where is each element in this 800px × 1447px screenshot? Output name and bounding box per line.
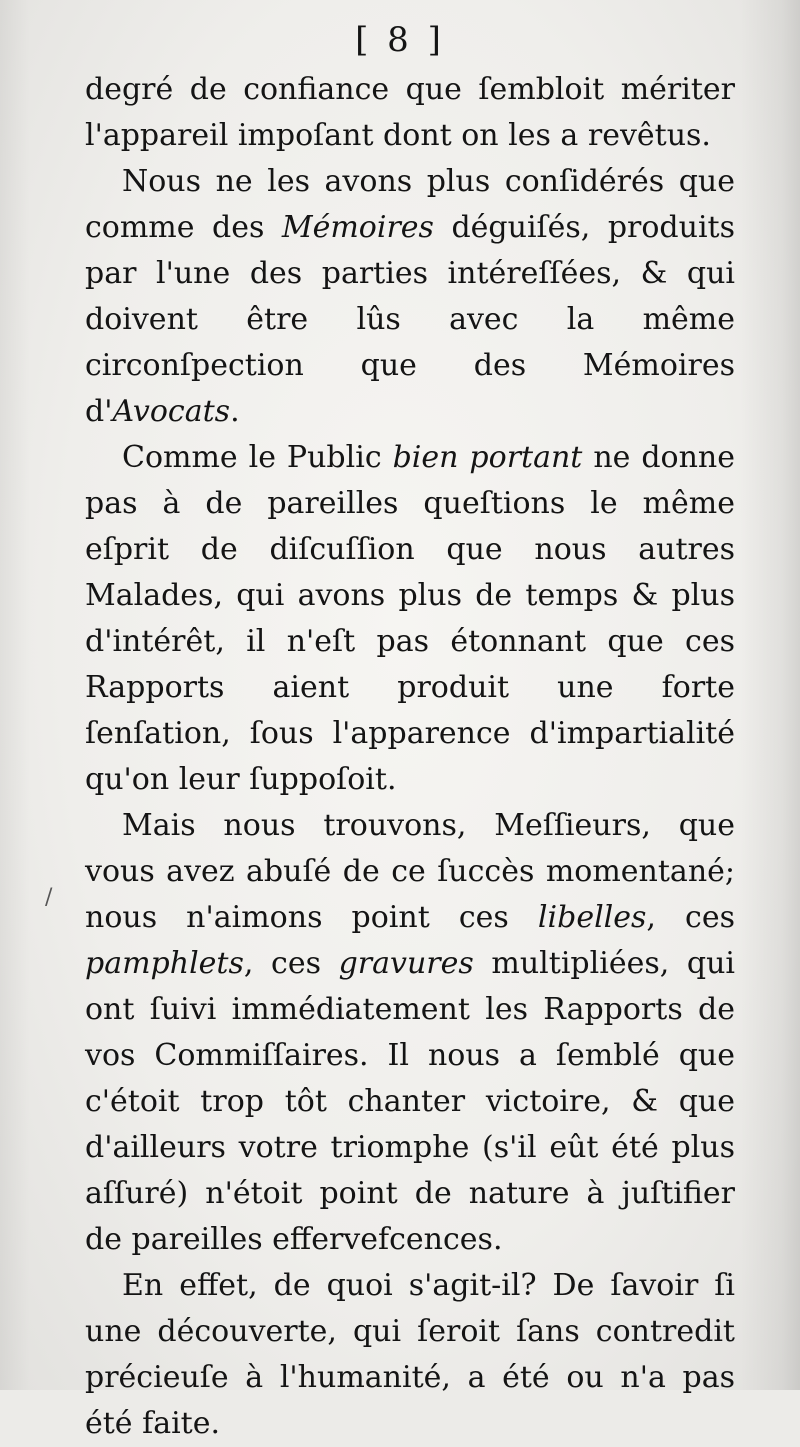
paragraph-4-sep-1: , ces	[646, 900, 735, 935]
italic-bien-portant: bien portant	[392, 440, 583, 475]
paragraph-4-text-cont: multipliées, qui ont ſuivi immédiatement les Rapports de vos Commiſſaires. Il nous a ſemblé que c'étoit trop tôt chanter victoire, & que d'ailleurs votre triomphe (s'il eût été plus aſſuré) n'étoit point de nature à juſtifier de pareilles effervefcences.	[85, 946, 735, 1257]
paragraph-4	[85, 803, 735, 1263]
italic-pamphlets: pamphlets	[85, 946, 244, 981]
margin-ink-mark: /	[45, 885, 53, 910]
body-text	[85, 67, 735, 1447]
paragraph-2	[85, 159, 735, 435]
paragraph-5-text: En effet, de quoi s'agit-il? De ſavoir ſi une découverte, qui ſeroit ſans contredit précieuſe à l'humanité, a été ou n'a pas été faite.	[85, 1268, 735, 1441]
paragraph-1	[85, 67, 735, 159]
paragraph-2-text-cont: déguiſés, produits par l'une des parties intéreſſées, & qui doivent être lûs avec la même circonſpection que des Mémoires d'	[85, 210, 735, 429]
page-gutter-shadow	[0, 0, 30, 1390]
page-number: [ 8 ]	[355, 20, 445, 60]
italic-libelles: libelles	[537, 900, 647, 935]
italic-avocats: Avocats	[112, 394, 231, 429]
paragraph-5	[85, 1263, 735, 1447]
page-edge-shadow	[740, 0, 800, 1390]
paragraph-3	[85, 435, 735, 803]
italic-gravures: gravures	[338, 946, 474, 981]
italic-memoires: Mémoires	[281, 210, 434, 245]
paragraph-1-text: degré de confiance que ſembloit mériter l'appareil impoſant dont on les a revêtus.	[85, 72, 735, 153]
paragraph-4-sep-2: , ces	[243, 946, 339, 981]
paragraph-3-text: Comme le Public	[122, 440, 393, 475]
paragraph-4-text: Mais nous trouvons, Meſſieurs, que vous avez abuſé de ce ſuccès momentané; nous n'aimons point ces	[85, 808, 735, 935]
paragraph-3-text-cont: ne donne pas à de pareilles queſtions le même eſprit de diſcuſſion que nous autres Malades, qui avons plus de temps & plus d'intérêt, il n'eſt pas étonnant que ces Rapports aient produit une forte ſenſation, ſous l'apparence d'impartialité qu'on leur ſuppoſoit.	[85, 440, 736, 797]
paragraph-2-end: .	[230, 394, 240, 429]
paragraph-2-text: Nous ne les avons plus conſidérés que comme des	[85, 164, 735, 245]
